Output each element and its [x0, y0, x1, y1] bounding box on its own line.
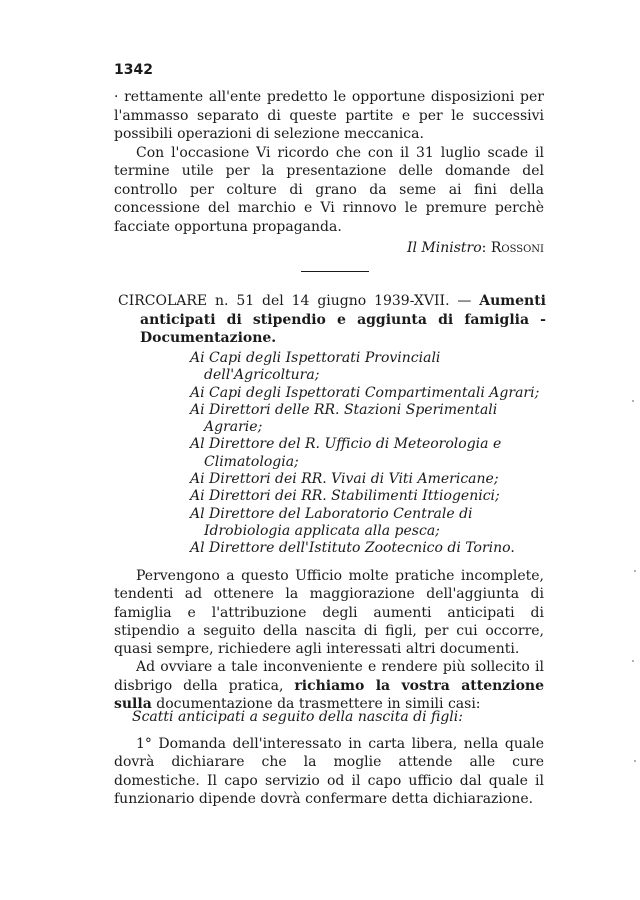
scan-speck: [634, 760, 636, 762]
scan-speck: [634, 570, 636, 572]
signature-name: Rossoni: [490, 240, 544, 256]
addressee-item: Ai Capi degli Ispettorati Compartimentali Agrari;: [190, 384, 540, 401]
body-p2-end: documentazione da trasmettere in simili casi:: [151, 696, 481, 713]
addressee-list: [190, 350, 546, 558]
body-paragraph-2: [114, 658, 544, 713]
signature-separator: :: [481, 240, 491, 256]
body-paragraph-1: Pervengono a questo Ufficio molte pratiche incomplete, tendenti ad ottenere la maggiorazione dell'aggiunta di famiglia e l'attribuzione degli aumenti anticipati di stipendio a seguito della nascita di figli, per cui occorre, quasi sempre, richiedere agli interessati altri documenti.: [114, 568, 544, 658]
body-text: [114, 567, 544, 713]
scan-speck: [632, 660, 634, 662]
addressee-item: Ai Direttori dei RR. Stabilimenti Ittiogenici;: [190, 488, 500, 505]
circular-heading-plain: CIRCOLARE n. 51 del 14 giugno 1939-XVII. —: [118, 293, 480, 309]
body-p2-bold: richiamo la vostra attenzione sulla: [114, 677, 544, 713]
reminder-paragraph: Con l'occasione Vi ricordo che con il 31 luglio scade il termine utile per la presentazione delle domande del controllo per colture di grano da seme ai fini della concessione del marchio e Vi rinnovo le premure perchè facciate opportuna propaganda.: [114, 144, 544, 235]
top-text: [114, 88, 544, 236]
addressee-item: Ai Direttori delle RR. Stazioni Sperimentali Agrarie;: [190, 401, 498, 436]
signature: [114, 240, 544, 256]
addressee-item: Ai Direttori dei RR. Vivai di Viti Americane;: [190, 471, 499, 488]
addressee-item: Al Direttore del R. Ufficio di Meteorologia e Climatologia;: [190, 436, 502, 470]
addressee-item: Ai Capi degli Ispettorati Provinciali dell'Agricoltura;: [190, 350, 441, 384]
circular-heading: [118, 292, 546, 348]
addressee-item: Al Direttore del Laboratorio Centrale di Idrobiologia applicata alla pesca;: [190, 505, 473, 539]
signature-title: Il Ministro: [406, 240, 482, 256]
item-text: [114, 735, 544, 808]
page-number: 1342: [114, 62, 153, 78]
continuation-paragraph: · rettamente all'ente predetto le opportune disposizioni per l'ammasso separato di queste partite e per le successivi possibili operazioni di selezione meccanica.: [114, 89, 544, 142]
body-p2-start: Ad ovviare a tale inconveniente e rendere più sollecito il disbrigo della pratica,: [114, 659, 544, 694]
subheading: Scatti anticipati a seguito della nascita di figli:: [132, 709, 463, 725]
scan-speck: [632, 400, 634, 402]
item-1-paragraph: 1° Domanda dell'interessato in carta libera, nella quale dovrà dichiarare che la moglie attende alle cure domestiche. Il capo servizio od il capo ufficio dal quale il funzionario dipende dovrà confermare detta dichiarazione.: [114, 736, 544, 807]
addressee-item: Al Direttore dell'Istituto Zootecnico di Torino.: [190, 540, 515, 557]
circular-heading-subject: Aumenti anticipati di stipendio e aggiunta di famiglia - Documentazione.: [140, 293, 546, 346]
section-separator: [301, 271, 369, 272]
